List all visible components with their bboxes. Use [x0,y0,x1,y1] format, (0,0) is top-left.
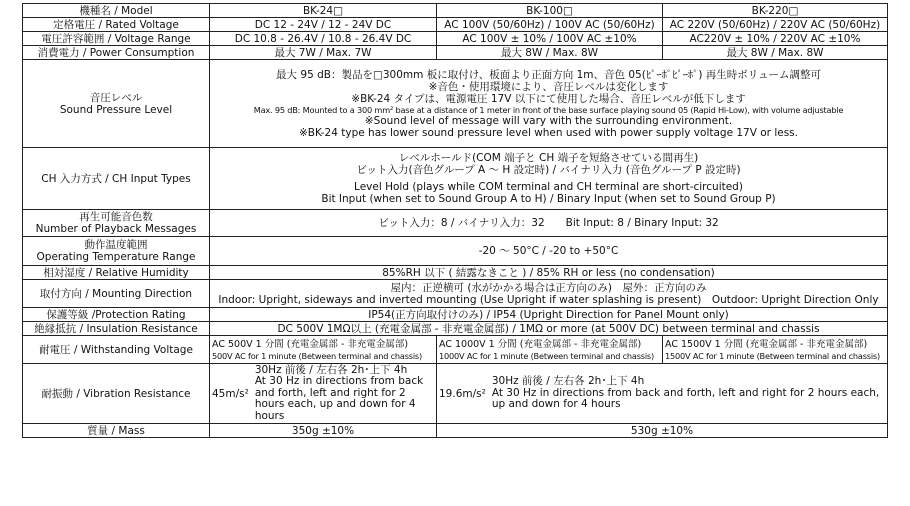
humidity-label: 相対湿度 / Relative Humidity [23,266,210,280]
vibration-bk24-accel: 45m/s² [212,387,249,400]
ch-input-line: ビット入力(音色グループ A ～ H 設定時) / バイナリ入力 (音色グループ P 設定時) [356,164,741,176]
op-temp-label-jp: 動作温度範囲 [84,239,148,251]
row-withstand [23,336,888,364]
insulation-value: DC 500V 1MΩ以上 (充電金属部 - 非充電金属部) / 1MΩ or more (at 500V DC) between terminal and chassis [210,322,888,336]
playback-label-jp: 再生可能音色数 [79,211,153,223]
row-spl [23,60,888,148]
playback-label [23,210,210,237]
vibration-line: At 30 Hz in directions from back and forth, left and right for 2 hours each, up and down for 4 hours [254,375,424,422]
playback-value: ビット入力：8 / バイナリ入力：32 Bit Input: 8 / Binary Input: 32 [210,210,888,237]
op-temp-label [23,237,210,266]
mounting-value [210,280,888,308]
row-playback [23,210,888,237]
vibration-line: At 30 Hz in directions from back and forth, left and right for 2 hours each, up and down for 4 hours [491,386,880,411]
vibration-bk24-desc [255,365,434,423]
row-power [23,46,888,60]
ch-input-line: Level Hold (plays while COM terminal and CH terminal are short-circuited) [354,181,743,193]
vibration-others [437,364,888,424]
ch-input-line: Bit Input (when set to Sound Group A to H) / Binary Input (when set to Sound Group P) [321,193,776,205]
ch-input-line: レベルホールド(COM 端子と CH 端子を短絡させている間再生) [398,152,699,164]
op-temp-value: -20 ～ 50°C / -20 to +50°C [210,237,888,266]
vibration-line: 30Hz 前後 / 左右各 2h･上下 4h [254,363,408,376]
vibration-label: 耐振動 / Vibration Resistance [23,364,210,424]
row-voltage-range [23,32,888,46]
spl-line: Max. 95 dB: Mounted to a 300 mm² base at a distance of 1 meter in front of the base surface playing sound 05 (Rapid Hi-Low), with volume adjustable [253,104,844,115]
ch-input-label: CH 入力方式 / CH Input Types [23,148,210,210]
insulation-label: 絶縁抵抗 / Insulation Resistance [23,322,210,336]
mounting-label: 取付方向 / Mounting Direction [23,280,210,308]
withstand-en: 500V AC for 1 minute (Between terminal and chassis) [212,350,422,361]
vibration-bk24 [210,364,437,424]
mounting-line: 屋内：正逆横可 (水がかかる場合は正方向のみ) 屋外：正方向のみ [390,281,707,294]
voltage-range-bk24: DC 10.8 - 26.4V / 10.8 - 26.4V DC [210,32,437,46]
playback-label-en: Number of Playback Messages [35,223,197,235]
model-bk100: BK-100□ [437,4,663,18]
row-insulation [23,322,888,336]
spl-label-en: Sound Pressure Level [59,103,173,116]
op-temp-label-en: Operating Temperature Range [36,251,196,263]
row-rated-voltage [23,18,888,32]
spl-label [23,60,210,148]
rated-voltage-bk220: AC 220V (50/60Hz) / 220V AC (50/60Hz) [663,18,888,32]
row-mounting [23,280,888,308]
spl-label-jp: 音圧レベル [89,91,143,104]
withstand-bk220 [663,336,888,364]
spl-value [210,60,888,148]
power-bk24: 最大 7W / Max. 7W [210,46,437,60]
vibration-line: 30Hz 前後 / 左右各 2h･上下 4h [491,375,645,388]
withstand-en: 1500V AC for 1 minute (Between terminal and chassis) [665,350,880,361]
withstand-bk24 [210,336,437,364]
spl-line: ※BK-24 type has lower sound pressure level when used with power supply voltage 17V or less. [298,126,798,139]
voltage-range-bk220: AC220V ± 10% / 220V AC ±10% [663,32,888,46]
mass-label: 質量 / Mass [23,424,210,438]
protection-value: IP54(正方向取付けのみ) / IP54 (Upright Direction for Panel Mount only) [210,308,888,322]
withstand-label: 耐電圧 / Withstanding Voltage [23,336,210,364]
vibration-others-desc [492,376,885,411]
spl-line: ※Sound level of message will vary with the surrounding environment. [364,114,733,127]
withstand-jp: AC 1500V 1 分間 (充電金属部 - 非充電金属部) [665,338,868,350]
mass-others: 530g ±10% [437,424,888,438]
rated-voltage-bk100: AC 100V (50/60Hz) / 100V AC (50/60Hz) [437,18,663,32]
row-protection [23,308,888,322]
power-bk220: 最大 8W / Max. 8W [663,46,888,60]
vibration-bk24-body [212,365,434,423]
row-ch-input [23,148,888,210]
withstand-jp: AC 500V 1 分間 (充電金属部 - 非充電金属部) [212,338,409,350]
row-vibration [23,364,888,424]
voltage-range-label: 電圧許容範囲 / Voltage Range [23,32,210,46]
humidity-value: 85%RH 以下 ( 結露なきこと ) / 85% RH or less (no condensation) [210,266,888,280]
row-model [23,4,888,18]
model-bk220: BK-220□ [663,4,888,18]
rated-voltage-bk24: DC 12 - 24V / 12 - 24V DC [210,18,437,32]
mass-bk24: 350g ±10% [210,424,437,438]
power-bk100: 最大 8W / Max. 8W [437,46,663,60]
rated-voltage-label: 定格電圧 / Rated Voltage [23,18,210,32]
spl-line: ※BK-24 タイプは、電源電圧 17V 以下にて使用した場合、音圧レベルが低下します [351,92,746,105]
withstand-en: 1000V AC for 1 minute (Between terminal and chassis) [439,350,654,361]
spl-line: ※音色・使用環境により、音圧レベルは変化します [428,80,669,93]
withstand-jp: AC 1000V 1 分間 (充電金属部 - 非充電金属部) [439,338,642,350]
row-humidity [23,266,888,280]
spec-table [22,3,888,438]
model-label: 機種名 / Model [23,4,210,18]
row-op-temp [23,237,888,266]
withstand-bk100 [437,336,663,364]
protection-label: 保護等級 /Protection Rating [23,308,210,322]
spl-line: 最大 95 dB：製品を□300mm 板に取付け、板面より正面方向 1m、音色 05(ﾋﾟｰﾎﾟﾋﾟｰﾎﾟ) 再生時ボリューム調整可 [276,68,821,81]
voltage-range-bk100: AC 100V ± 10% / 100V AC ±10% [437,32,663,46]
vibration-others-accel: 19.6m/s² [439,387,486,400]
power-label: 消費電力 / Power Consumption [23,46,210,60]
mounting-line: Indoor: Upright, sideways and inverted mounting (Use Upright if water splashing is present) Outdoor: Upright Direction Only [218,293,879,306]
ch-input-value [210,148,888,210]
vibration-others-body [439,376,885,411]
model-bk24: BK-24□ [210,4,437,18]
row-mass [23,424,888,438]
